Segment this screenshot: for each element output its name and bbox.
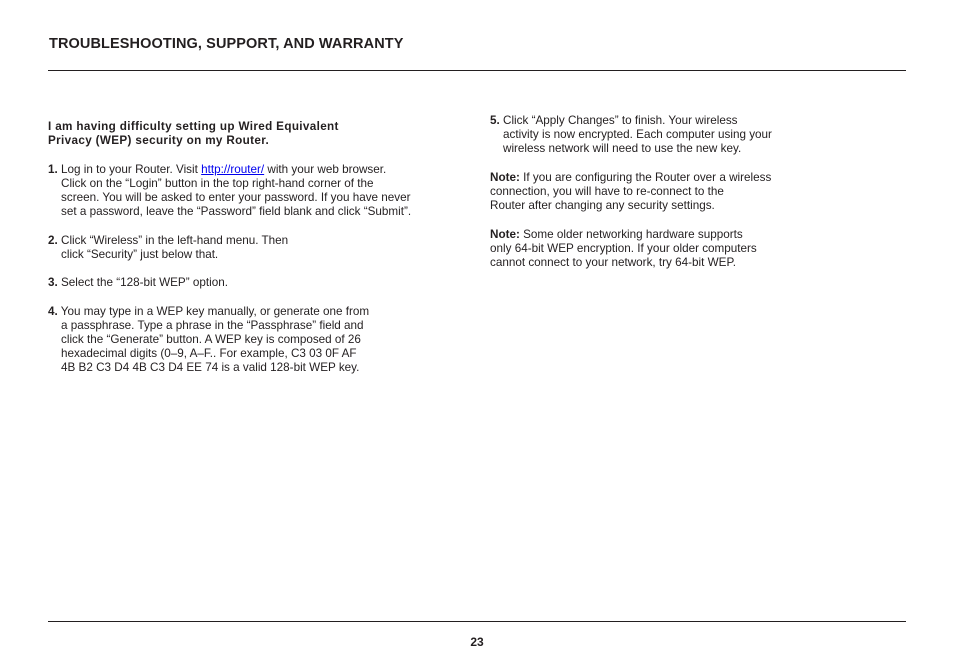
step-number: 5. (490, 114, 500, 127)
step-text: You may type in a WEP key manually, or generate one from (60, 304, 370, 318)
step-3 (48, 276, 473, 290)
step-text: with your web browser. (264, 162, 387, 176)
step-2 (48, 234, 473, 262)
step-text: Click “Apply Changes” to finish. Your wireless (503, 114, 738, 127)
section-heading (48, 120, 473, 148)
note-text: If you are configuring the Router over a wireless (519, 170, 772, 184)
step-4-first-line (48, 305, 473, 319)
step-text-line: set a password, leave the “Password” field blank and click “Submit”. (61, 205, 412, 219)
step-number: 1. (48, 162, 58, 176)
step-text-line: 4B B2 C3 D4 4B C3 D4 EE 74 is a valid 128-bit WEP key. (61, 361, 360, 375)
step-text-line: hexadecimal digits (0–9, A–F.. For example, C3 03 0F AF (61, 347, 357, 361)
step-text-line: a passphrase. Type a phrase in the “Passphrase” field and (61, 318, 364, 332)
right-column (490, 114, 890, 270)
note-first-line (490, 228, 890, 242)
step-text-line: wireless network will need to use the new key. (503, 142, 742, 156)
note-64bit (490, 228, 890, 271)
step-number: 2. (48, 233, 58, 247)
page-number: 23 (470, 635, 484, 649)
note-label: Note: (490, 170, 520, 184)
step-text-line: click the “Generate” button. A WEP key is composed of 26 (61, 332, 361, 346)
note-reconnect (490, 171, 890, 214)
page-title: TROUBLESHOOTING, SUPPORT, AND WARRANTY (49, 36, 404, 52)
step-5-first-line (490, 114, 890, 128)
section-heading-line: Privacy (WEP) security on my Router. (48, 134, 270, 148)
step-1 (48, 163, 473, 220)
step-1-first-line (48, 163, 473, 177)
step-text: Select the “128-bit WEP” option. (61, 276, 228, 290)
router-link[interactable]: http://router/ (201, 162, 265, 176)
note-text-line: Router after changing any security settings. (490, 199, 715, 213)
note-text-line: only 64-bit WEP encryption. If your older computers (490, 241, 757, 255)
note-text-line: cannot connect to your network, try 64-bit WEP. (490, 256, 736, 269)
step-5 (490, 114, 890, 157)
footer-divider (48, 621, 906, 622)
header-divider (48, 70, 906, 71)
step-text-line: screen. You will be asked to enter your password. If you have never (61, 191, 411, 204)
note-text: Some older networking hardware supports (519, 227, 743, 241)
step-4 (48, 305, 473, 376)
step-3-first-line (48, 276, 473, 290)
section-heading-line: I am having difficulty setting up Wired Equivalent (48, 120, 339, 133)
step-number: 4. (48, 304, 58, 318)
step-text: Click “Wireless” in the left-hand menu. Then (61, 233, 289, 247)
step-text-line: activity is now encrypted. Each computer using your (503, 128, 772, 142)
note-text-line: connection, you will have to re-connect to the (490, 185, 724, 198)
note-first-line (490, 171, 890, 185)
step-number: 3. (48, 276, 58, 290)
step-2-first-line (48, 234, 473, 248)
step-text-line: Click on the “Login” button in the top right-hand corner of the (61, 176, 374, 190)
left-column (48, 114, 473, 376)
step-text: Log in to your Router. Visit (61, 162, 202, 176)
step-text-line: click “Security” just below that. (61, 247, 219, 261)
note-label: Note: (490, 227, 520, 241)
